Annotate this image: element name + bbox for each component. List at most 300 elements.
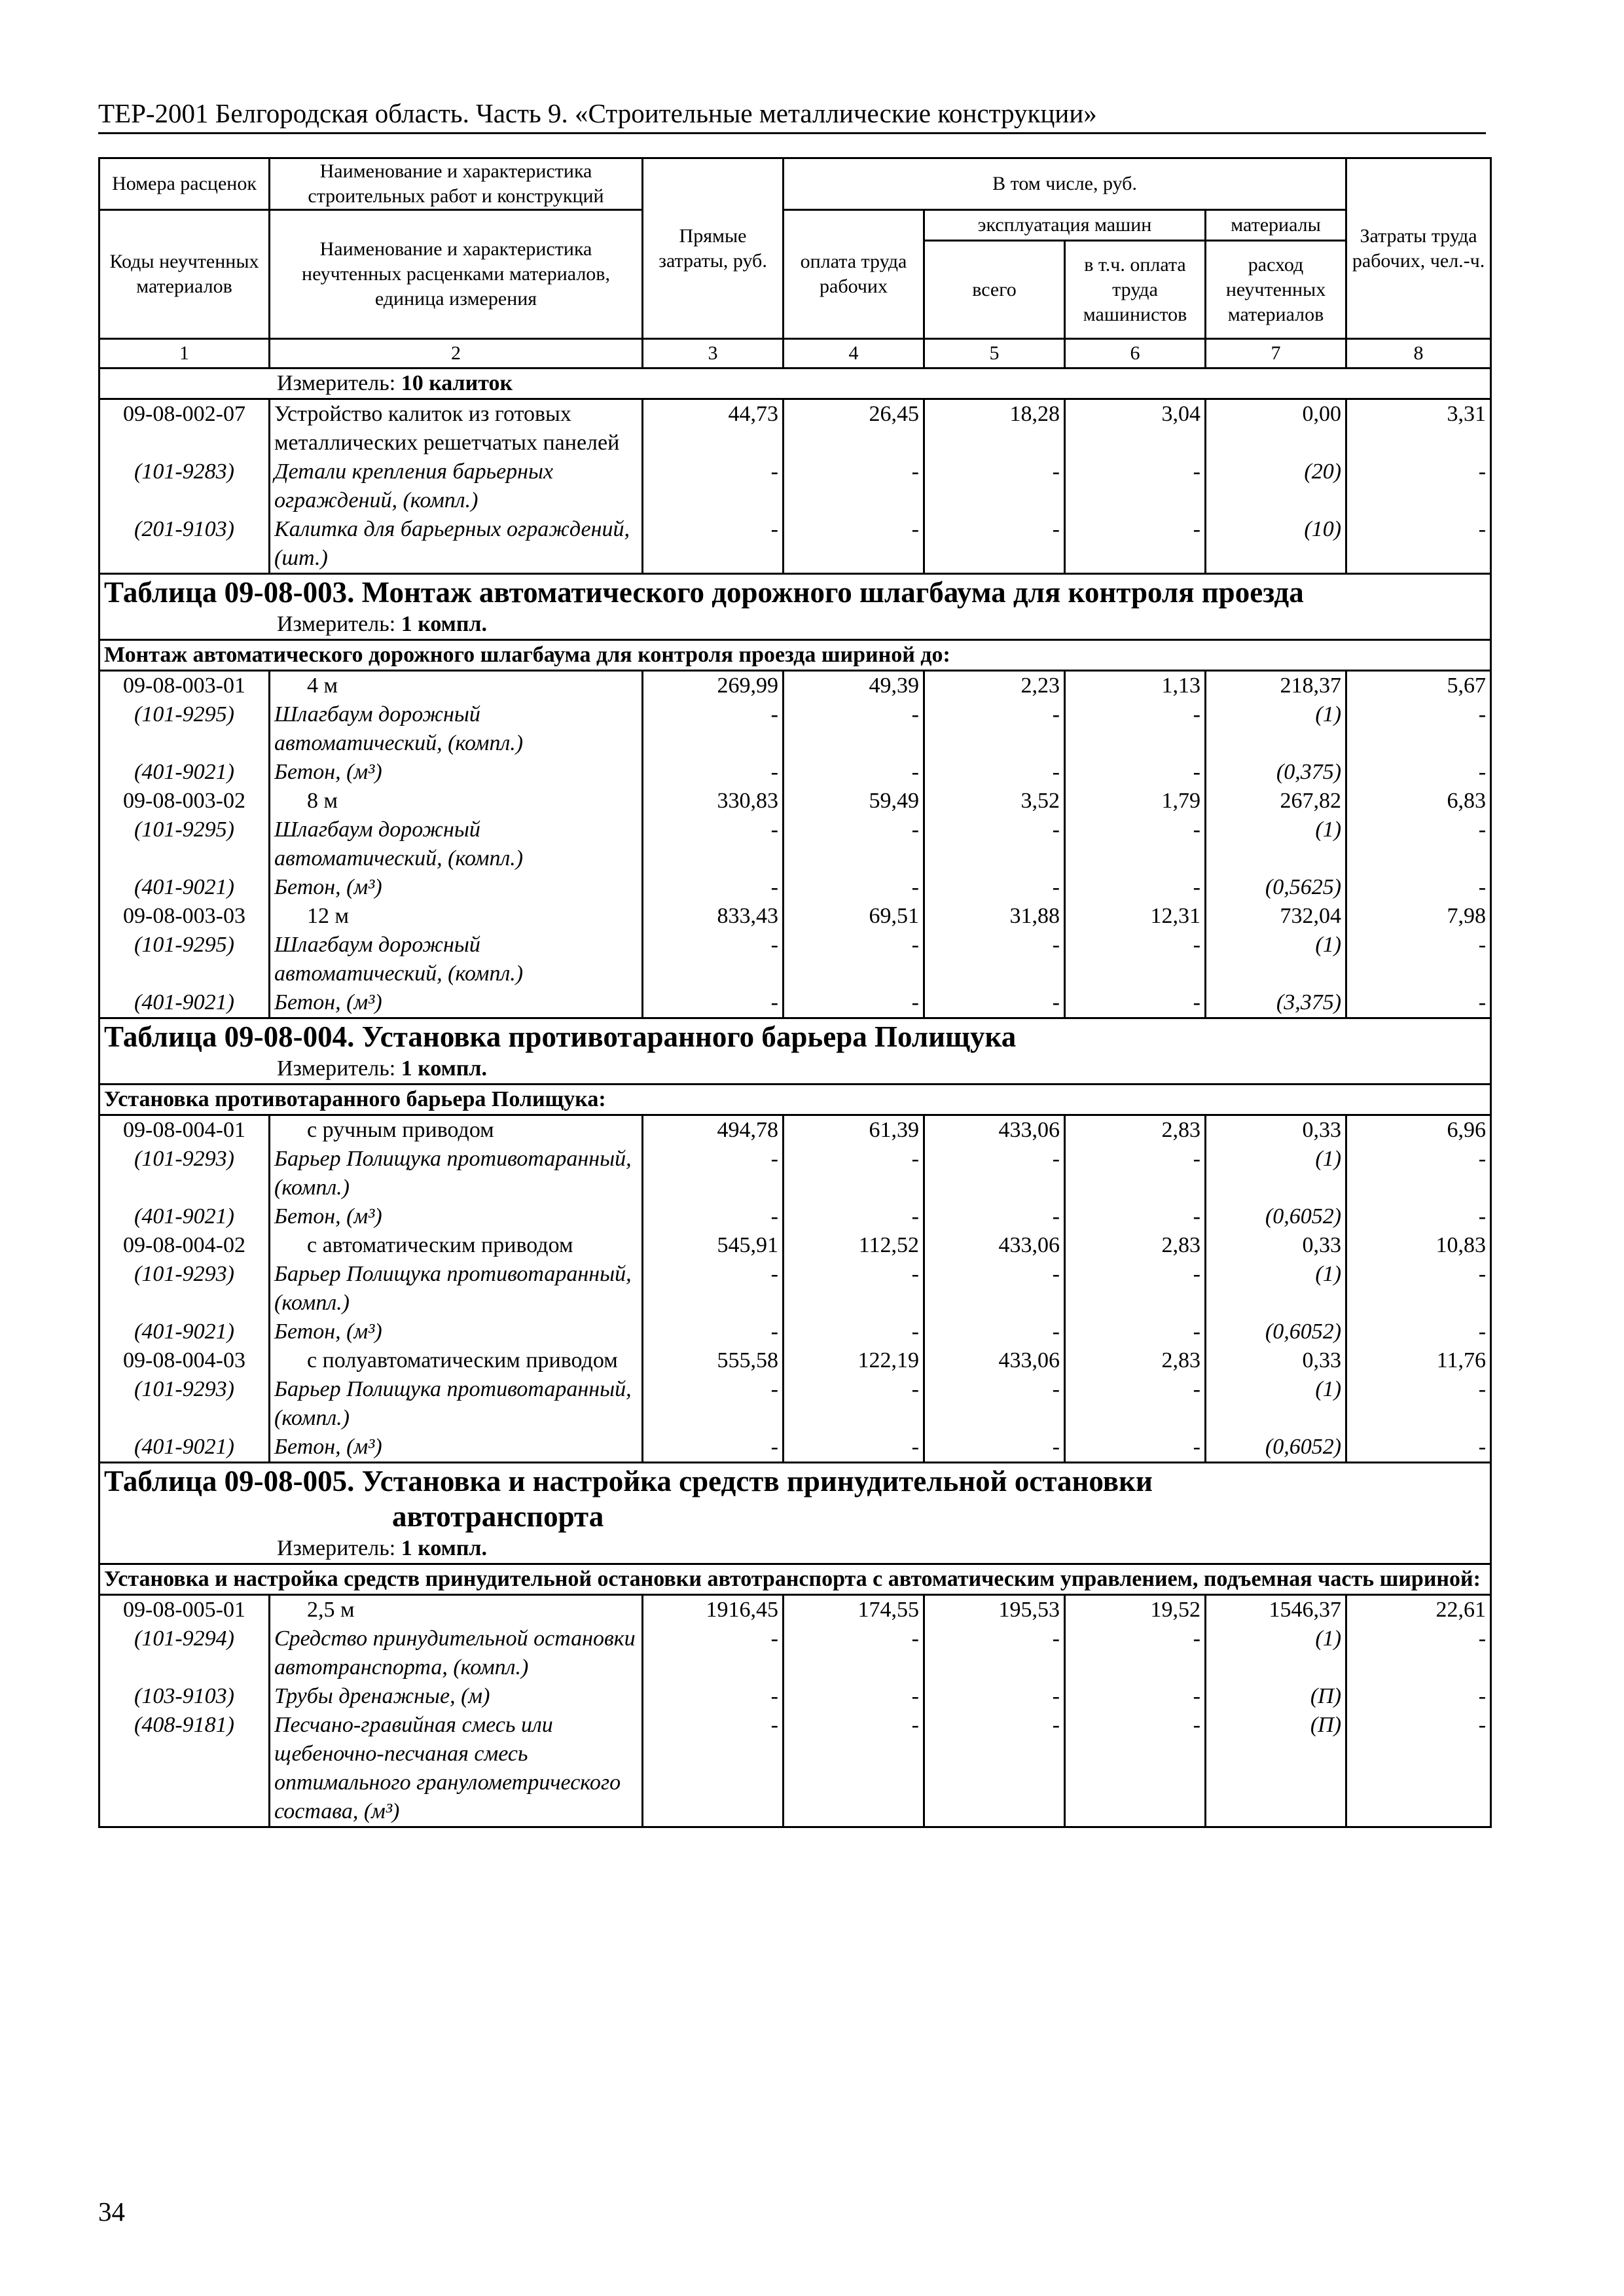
row-value: 833,43 bbox=[717, 904, 778, 928]
table-title: Таблица 09-08-004. Установка противотаранного барьера Полищука bbox=[99, 1018, 1491, 1055]
row-value: 0,33 bbox=[1302, 1348, 1342, 1372]
col-header-machines-total: всего bbox=[924, 241, 1065, 339]
row-value: 269,99 bbox=[717, 673, 778, 698]
material-value: - bbox=[1478, 1435, 1487, 1459]
row-value: 12,31 bbox=[1150, 904, 1200, 928]
cell-col-3 bbox=[643, 1595, 784, 1827]
cell-col-2 bbox=[270, 1231, 643, 1346]
material-value: - bbox=[1052, 702, 1060, 726]
row-value: 09-08-003-01 bbox=[123, 673, 245, 698]
material-value: (1) bbox=[1315, 1147, 1342, 1171]
material-value: - bbox=[770, 702, 778, 726]
cell-col-5 bbox=[924, 1231, 1065, 1346]
row-value: 19,52 bbox=[1150, 1598, 1200, 1622]
table-row bbox=[99, 1115, 1491, 1232]
material-value: - bbox=[1052, 933, 1060, 957]
row-value: с полуавтоматическим приводом bbox=[307, 1348, 618, 1372]
row-value: 7,98 bbox=[1447, 904, 1487, 928]
row-value: 11,76 bbox=[1436, 1348, 1487, 1372]
col-header-worker-pay: оплата труда рабочих bbox=[784, 210, 924, 339]
material-value: - bbox=[911, 875, 919, 899]
material-value: Шлагбаум дорожный автоматический, (компл.) bbox=[274, 817, 524, 870]
material-value: - bbox=[770, 1435, 778, 1459]
material-value: - bbox=[1478, 875, 1487, 899]
row-value: 6,96 bbox=[1447, 1118, 1487, 1142]
material-value: - bbox=[1478, 1204, 1487, 1229]
col-header-operator-pay: в т.ч. оплата труда машинистов bbox=[1065, 241, 1206, 339]
table-row bbox=[99, 1595, 1491, 1827]
cell-col-5 bbox=[924, 1115, 1065, 1232]
cell-col-6 bbox=[1065, 1595, 1206, 1827]
material-value: (1) bbox=[1315, 933, 1342, 957]
cell-col-3 bbox=[643, 399, 784, 574]
row-value: 2,83 bbox=[1161, 1118, 1200, 1142]
row-value: 2,23 bbox=[1020, 673, 1060, 698]
material-value: (101-9293) bbox=[134, 1262, 234, 1286]
group-heading: Установка противотаранного барьера Полищука: bbox=[99, 1085, 1491, 1115]
column-numbers: 1 2 3 4 5 6 7 8 bbox=[99, 339, 1491, 368]
row-value: 732,04 bbox=[1280, 904, 1342, 928]
cell-col-2 bbox=[270, 671, 643, 787]
cell-col-2 bbox=[270, 1115, 643, 1232]
row-value: 5,67 bbox=[1447, 673, 1487, 698]
material-value: - bbox=[770, 990, 778, 1014]
material-value: - bbox=[1193, 1147, 1200, 1171]
material-value: (401-9021) bbox=[134, 1319, 234, 1344]
cell-col-1 bbox=[99, 1595, 270, 1827]
material-value: Бетон, (м³) bbox=[274, 1319, 382, 1344]
material-value: Калитка для барьерных ограждений, (шт.) bbox=[274, 517, 630, 570]
row-value: 4 м bbox=[307, 673, 338, 698]
material-value: - bbox=[770, 1262, 778, 1286]
material-value: (1) bbox=[1315, 817, 1342, 842]
material-value: - bbox=[770, 760, 778, 784]
cell-col-3 bbox=[643, 1115, 784, 1232]
row-value: 1546,37 bbox=[1269, 1598, 1342, 1622]
material-value: - bbox=[1193, 459, 1200, 484]
cell-col-1 bbox=[99, 902, 270, 1018]
cell-col-6 bbox=[1065, 399, 1206, 574]
cell-col-8 bbox=[1346, 1595, 1491, 1827]
table-row bbox=[99, 1231, 1491, 1346]
material-value: - bbox=[1478, 1713, 1487, 1737]
material-value: (101-9295) bbox=[134, 702, 234, 726]
material-value: (408-9181) bbox=[134, 1713, 234, 1737]
material-value: Трубы дренажные, (м) bbox=[274, 1684, 490, 1708]
cell-col-5 bbox=[924, 671, 1065, 787]
material-value: (0,375) bbox=[1276, 760, 1342, 784]
cell-col-2 bbox=[270, 902, 643, 1018]
row-value: 09-08-004-01 bbox=[123, 1118, 245, 1142]
row-value: 1,79 bbox=[1161, 789, 1200, 813]
material-value: - bbox=[911, 760, 919, 784]
material-value: - bbox=[1052, 1626, 1060, 1651]
row-value: 09-08-002-07 bbox=[123, 402, 245, 426]
cell-col-8 bbox=[1346, 671, 1491, 787]
row-value: 09-08-004-02 bbox=[123, 1233, 245, 1257]
col-header-material-consumption: расход неучтенных материалов bbox=[1206, 241, 1346, 339]
row-value: 26,45 bbox=[869, 402, 919, 426]
cell-col-5 bbox=[924, 399, 1065, 574]
row-value: 22,61 bbox=[1435, 1598, 1487, 1622]
material-value: (201-9103) bbox=[134, 517, 234, 541]
material-value: - bbox=[911, 933, 919, 957]
row-value: с ручным приводом bbox=[307, 1118, 494, 1142]
material-value: (0,6052) bbox=[1265, 1319, 1342, 1344]
material-value: (1) bbox=[1315, 1377, 1342, 1401]
material-value: (101-9293) bbox=[134, 1147, 234, 1171]
cell-col-7 bbox=[1206, 1231, 1346, 1346]
row-value: с автоматическим приводом bbox=[307, 1233, 573, 1257]
row-value: 09-08-003-03 bbox=[123, 904, 245, 928]
cell-col-4 bbox=[784, 1595, 924, 1827]
material-value: - bbox=[1478, 517, 1487, 541]
col-header-machines: эксплуатация машин bbox=[924, 210, 1206, 241]
row-value: 433,06 bbox=[998, 1233, 1060, 1257]
material-value: - bbox=[770, 459, 778, 484]
material-value: - bbox=[1478, 1377, 1487, 1401]
cell-col-8 bbox=[1346, 1115, 1491, 1232]
row-value: 3,52 bbox=[1020, 789, 1060, 813]
row-value: 09-08-005-01 bbox=[123, 1598, 245, 1622]
material-value: - bbox=[911, 1713, 919, 1737]
cell-col-1 bbox=[99, 399, 270, 574]
cell-col-6 bbox=[1065, 1115, 1206, 1232]
row-value: 218,37 bbox=[1280, 673, 1342, 698]
cell-col-3 bbox=[643, 1346, 784, 1463]
row-value: 174,55 bbox=[857, 1598, 919, 1622]
row-value: 1916,45 bbox=[706, 1598, 778, 1622]
material-value: - bbox=[911, 1626, 919, 1651]
col-header-work-name: Наименование и характеристика строительных работ и конструкций bbox=[270, 158, 643, 210]
cell-col-8 bbox=[1346, 1346, 1491, 1463]
row-value: Устройство калиток из готовых металлических решетчатых панелей bbox=[274, 402, 620, 455]
material-value: Средство принудительной остановки автотранспорта, (компл.) bbox=[274, 1626, 636, 1679]
material-value: - bbox=[1478, 1319, 1487, 1344]
material-value: (401-9021) bbox=[134, 990, 234, 1014]
cell-col-7 bbox=[1206, 399, 1346, 574]
row-value: 112,52 bbox=[858, 1233, 919, 1257]
material-value: - bbox=[1478, 459, 1487, 484]
material-value: - bbox=[1052, 990, 1060, 1014]
material-value: - bbox=[1478, 1684, 1487, 1708]
material-value: - bbox=[1193, 1435, 1200, 1459]
cell-col-2 bbox=[270, 1346, 643, 1463]
cell-col-3 bbox=[643, 671, 784, 787]
material-value: - bbox=[1193, 1684, 1200, 1708]
cell-col-8 bbox=[1346, 1231, 1491, 1346]
col-header-labor-costs: Затраты труда рабочих, чел.-ч. bbox=[1346, 158, 1491, 339]
page-header: ТЕР-2001 Белгородская область. Часть 9. «Строительные металлические конструкции» bbox=[98, 97, 1486, 134]
row-value: 433,06 bbox=[998, 1348, 1060, 1372]
material-value: - bbox=[1193, 875, 1200, 899]
material-value: (101-9294) bbox=[134, 1626, 234, 1651]
col-header-including: В том числе, руб. bbox=[784, 158, 1346, 210]
cell-col-8 bbox=[1346, 902, 1491, 1018]
row-value: 0,33 bbox=[1302, 1233, 1342, 1257]
material-value: - bbox=[770, 1713, 778, 1737]
row-value: 09-08-003-02 bbox=[123, 789, 245, 813]
row-value: 3,04 bbox=[1161, 402, 1200, 426]
material-value: - bbox=[1052, 1204, 1060, 1229]
row-value: 555,58 bbox=[717, 1348, 778, 1372]
row-value: 44,73 bbox=[728, 402, 778, 426]
measure-row: Измеритель: 1 компл. bbox=[99, 1054, 1491, 1085]
row-value: 545,91 bbox=[717, 1233, 778, 1257]
row-value: 122,19 bbox=[857, 1348, 919, 1372]
row-value: 09-08-004-03 bbox=[123, 1348, 245, 1372]
rates-table bbox=[98, 157, 1492, 1828]
material-value: - bbox=[1193, 702, 1200, 726]
material-value: Барьер Полищука противотаранный, (компл.) bbox=[274, 1147, 632, 1200]
row-value: 12 м bbox=[307, 904, 350, 928]
section-09-08-005 bbox=[99, 1463, 1491, 1827]
table-row bbox=[99, 671, 1491, 787]
material-value: - bbox=[770, 875, 778, 899]
material-value: Барьер Полищука противотаранный, (компл.) bbox=[274, 1377, 632, 1430]
material-value: - bbox=[1478, 760, 1487, 784]
material-value: (20) bbox=[1304, 459, 1342, 484]
material-value: (101-9293) bbox=[134, 1377, 234, 1401]
material-value: - bbox=[1193, 1204, 1200, 1229]
material-value: (3,375) bbox=[1276, 990, 1342, 1014]
material-value: - bbox=[1052, 459, 1060, 484]
material-value: - bbox=[1478, 1147, 1487, 1171]
material-value: - bbox=[770, 1147, 778, 1171]
section-09-08-003 bbox=[99, 574, 1491, 1018]
row-value: 267,82 bbox=[1280, 789, 1342, 813]
material-value: - bbox=[1193, 1262, 1200, 1286]
cell-col-4 bbox=[784, 902, 924, 1018]
material-value: - bbox=[1052, 1713, 1060, 1737]
cell-col-1 bbox=[99, 1231, 270, 1346]
cell-col-4 bbox=[784, 1231, 924, 1346]
section-gates bbox=[99, 368, 1491, 574]
material-value: - bbox=[1052, 1435, 1060, 1459]
material-value: - bbox=[1193, 1319, 1200, 1344]
material-value: - bbox=[1193, 817, 1200, 842]
cell-col-7 bbox=[1206, 671, 1346, 787]
material-value: Бетон, (м³) bbox=[274, 1435, 382, 1459]
material-value: - bbox=[770, 1684, 778, 1708]
cell-col-4 bbox=[784, 787, 924, 902]
cell-col-5 bbox=[924, 902, 1065, 1018]
table-row bbox=[99, 902, 1491, 1018]
cell-col-8 bbox=[1346, 787, 1491, 902]
material-value: - bbox=[1478, 1262, 1487, 1286]
material-value: - bbox=[1052, 1377, 1060, 1401]
material-value: - bbox=[1193, 1713, 1200, 1737]
measure-row: Измеритель: 1 компл. bbox=[99, 1534, 1491, 1564]
cell-col-7 bbox=[1206, 902, 1346, 1018]
material-value: - bbox=[1052, 517, 1060, 541]
cell-col-1 bbox=[99, 1346, 270, 1463]
material-value: - bbox=[911, 517, 919, 541]
material-value: Барьер Полищука противотаранный, (компл.) bbox=[274, 1262, 632, 1315]
material-value: - bbox=[1478, 933, 1487, 957]
material-value: - bbox=[1478, 702, 1487, 726]
row-value: 2,83 bbox=[1161, 1348, 1200, 1372]
material-value: - bbox=[1193, 1377, 1200, 1401]
material-value: (101-9295) bbox=[134, 817, 234, 842]
cell-col-4 bbox=[784, 399, 924, 574]
material-value: - bbox=[770, 1626, 778, 1651]
cell-col-7 bbox=[1206, 1115, 1346, 1232]
material-value: (1) bbox=[1315, 1626, 1342, 1651]
row-value: 2,83 bbox=[1161, 1233, 1200, 1257]
col-header-material-codes: Коды неучтенных материалов bbox=[99, 210, 270, 339]
row-value: 195,53 bbox=[998, 1598, 1060, 1622]
material-value: - bbox=[1193, 990, 1200, 1014]
material-value: - bbox=[770, 933, 778, 957]
material-value: - bbox=[1052, 817, 1060, 842]
cell-col-1 bbox=[99, 1115, 270, 1232]
row-value: 59,49 bbox=[869, 789, 919, 813]
material-value: - bbox=[770, 1319, 778, 1344]
table-title: Таблица 09-08-005. Установка и настройка средств принудительной остановки автотранспорта bbox=[99, 1463, 1491, 1535]
material-value: (401-9021) bbox=[134, 760, 234, 784]
cell-col-2 bbox=[270, 1595, 643, 1827]
material-value: (П) bbox=[1310, 1713, 1342, 1737]
material-value: Шлагбаум дорожный автоматический, (компл.) bbox=[274, 702, 524, 755]
measure-row: Измеритель: 10 калиток bbox=[99, 368, 1491, 399]
material-value: (101-9295) bbox=[134, 933, 234, 957]
material-value: - bbox=[1478, 817, 1487, 842]
row-value: 18,28 bbox=[1009, 402, 1060, 426]
material-value: - bbox=[1052, 1262, 1060, 1286]
material-value: - bbox=[911, 702, 919, 726]
row-value: 1,13 bbox=[1161, 673, 1200, 698]
material-value: - bbox=[1052, 1147, 1060, 1171]
material-value: - bbox=[1193, 1626, 1200, 1651]
table-title: Таблица 09-08-003. Монтаж автоматического дорожного шлагбаума для контроля проезда bbox=[99, 574, 1491, 611]
material-value: - bbox=[1052, 875, 1060, 899]
material-value: - bbox=[770, 1204, 778, 1229]
table-row bbox=[99, 399, 1491, 574]
row-value: 0,00 bbox=[1302, 402, 1342, 426]
cell-col-7 bbox=[1206, 787, 1346, 902]
row-value: 8 м bbox=[307, 789, 338, 813]
row-value: 494,78 bbox=[717, 1118, 778, 1142]
material-value: (401-9021) bbox=[134, 1435, 234, 1459]
cell-col-6 bbox=[1065, 671, 1206, 787]
material-value: - bbox=[911, 1262, 919, 1286]
cell-col-2 bbox=[270, 399, 643, 574]
material-value: - bbox=[1193, 933, 1200, 957]
material-value: Бетон, (м³) bbox=[274, 990, 382, 1014]
material-value: - bbox=[911, 1684, 919, 1708]
material-value: - bbox=[911, 459, 919, 484]
row-value: 330,83 bbox=[717, 789, 778, 813]
row-value: 6,83 bbox=[1447, 789, 1487, 813]
material-value: - bbox=[770, 817, 778, 842]
group-heading: Установка и настройка средств принудительной остановки автотранспорта с автоматическим управлением, подъемная часть шириной: bbox=[99, 1564, 1491, 1595]
cell-col-4 bbox=[784, 671, 924, 787]
cell-col-5 bbox=[924, 787, 1065, 902]
material-value: (0,6052) bbox=[1265, 1204, 1342, 1229]
cell-col-3 bbox=[643, 787, 784, 902]
row-value: 10,83 bbox=[1435, 1233, 1487, 1257]
material-value: Бетон, (м³) bbox=[274, 1204, 382, 1229]
material-value: - bbox=[911, 1435, 919, 1459]
material-value: (П) bbox=[1310, 1684, 1342, 1708]
cell-col-1 bbox=[99, 671, 270, 787]
page-number: 34 bbox=[98, 2197, 125, 2227]
material-value: - bbox=[1478, 990, 1487, 1014]
material-value: - bbox=[770, 1377, 778, 1401]
material-value: (1) bbox=[1315, 702, 1342, 726]
cell-col-3 bbox=[643, 1231, 784, 1346]
table-row bbox=[99, 1346, 1491, 1463]
material-value: Детали крепления барьерных ограждений, (компл.) bbox=[274, 459, 554, 512]
cell-col-6 bbox=[1065, 902, 1206, 1018]
cell-col-4 bbox=[784, 1346, 924, 1463]
row-value: 0,33 bbox=[1302, 1118, 1342, 1142]
row-value: 49,39 bbox=[869, 673, 919, 698]
material-value: (0,5625) bbox=[1265, 875, 1342, 899]
cell-col-6 bbox=[1065, 1346, 1206, 1463]
cell-col-7 bbox=[1206, 1595, 1346, 1827]
material-value: Шлагбаум дорожный автоматический, (компл.) bbox=[274, 933, 524, 986]
material-value: Бетон, (м³) bbox=[274, 875, 382, 899]
material-value: (10) bbox=[1304, 517, 1342, 541]
col-header-materials: материалы bbox=[1206, 210, 1346, 241]
material-value: (401-9021) bbox=[134, 1204, 234, 1229]
material-value: (0,6052) bbox=[1265, 1435, 1342, 1459]
cell-col-8 bbox=[1346, 399, 1491, 574]
table-row bbox=[99, 787, 1491, 902]
material-value: - bbox=[911, 990, 919, 1014]
cell-col-1 bbox=[99, 787, 270, 902]
material-value: Бетон, (м³) bbox=[274, 760, 382, 784]
material-value: - bbox=[1052, 1319, 1060, 1344]
material-value: - bbox=[770, 517, 778, 541]
material-value: (103-9103) bbox=[134, 1684, 234, 1708]
material-value: - bbox=[1052, 760, 1060, 784]
cell-col-6 bbox=[1065, 787, 1206, 902]
group-heading: Монтаж автоматического дорожного шлагбаума для контроля проезда шириной до: bbox=[99, 640, 1491, 671]
col-header-material-name: Наименование и характеристика неучтенных расценками материалов, единица измерения bbox=[270, 210, 643, 339]
cell-col-5 bbox=[924, 1346, 1065, 1463]
material-value: (401-9021) bbox=[134, 875, 234, 899]
material-value: - bbox=[911, 1319, 919, 1344]
row-value: 31,88 bbox=[1009, 904, 1060, 928]
col-header-direct-costs: Прямые затраты, руб. bbox=[643, 158, 784, 339]
cell-col-5 bbox=[924, 1595, 1065, 1827]
material-value: - bbox=[1193, 760, 1200, 784]
material-value: - bbox=[911, 1204, 919, 1229]
row-value: 61,39 bbox=[869, 1118, 919, 1142]
measure-row: Измеритель: 1 компл. bbox=[99, 610, 1491, 640]
material-value: - bbox=[911, 1377, 919, 1401]
row-value: 433,06 bbox=[998, 1118, 1060, 1142]
cell-col-7 bbox=[1206, 1346, 1346, 1463]
row-value: 3,31 bbox=[1447, 402, 1487, 426]
cell-col-4 bbox=[784, 1115, 924, 1232]
material-value: - bbox=[1478, 1626, 1487, 1651]
material-value: - bbox=[1193, 517, 1200, 541]
material-value: - bbox=[1052, 1684, 1060, 1708]
material-value: - bbox=[911, 817, 919, 842]
section-09-08-004 bbox=[99, 1018, 1491, 1463]
material-value: Песчано-гравийная смесь или щебеночно-песчаная смесь оптимального гранулометрического состава, (м³) bbox=[274, 1713, 621, 1823]
cell-col-3 bbox=[643, 902, 784, 1018]
cell-col-2 bbox=[270, 787, 643, 902]
row-value: 69,51 bbox=[869, 904, 919, 928]
material-value: (101-9283) bbox=[134, 459, 234, 484]
col-header-rate-numbers: Номера расценок bbox=[99, 158, 270, 210]
material-value: - bbox=[911, 1147, 919, 1171]
